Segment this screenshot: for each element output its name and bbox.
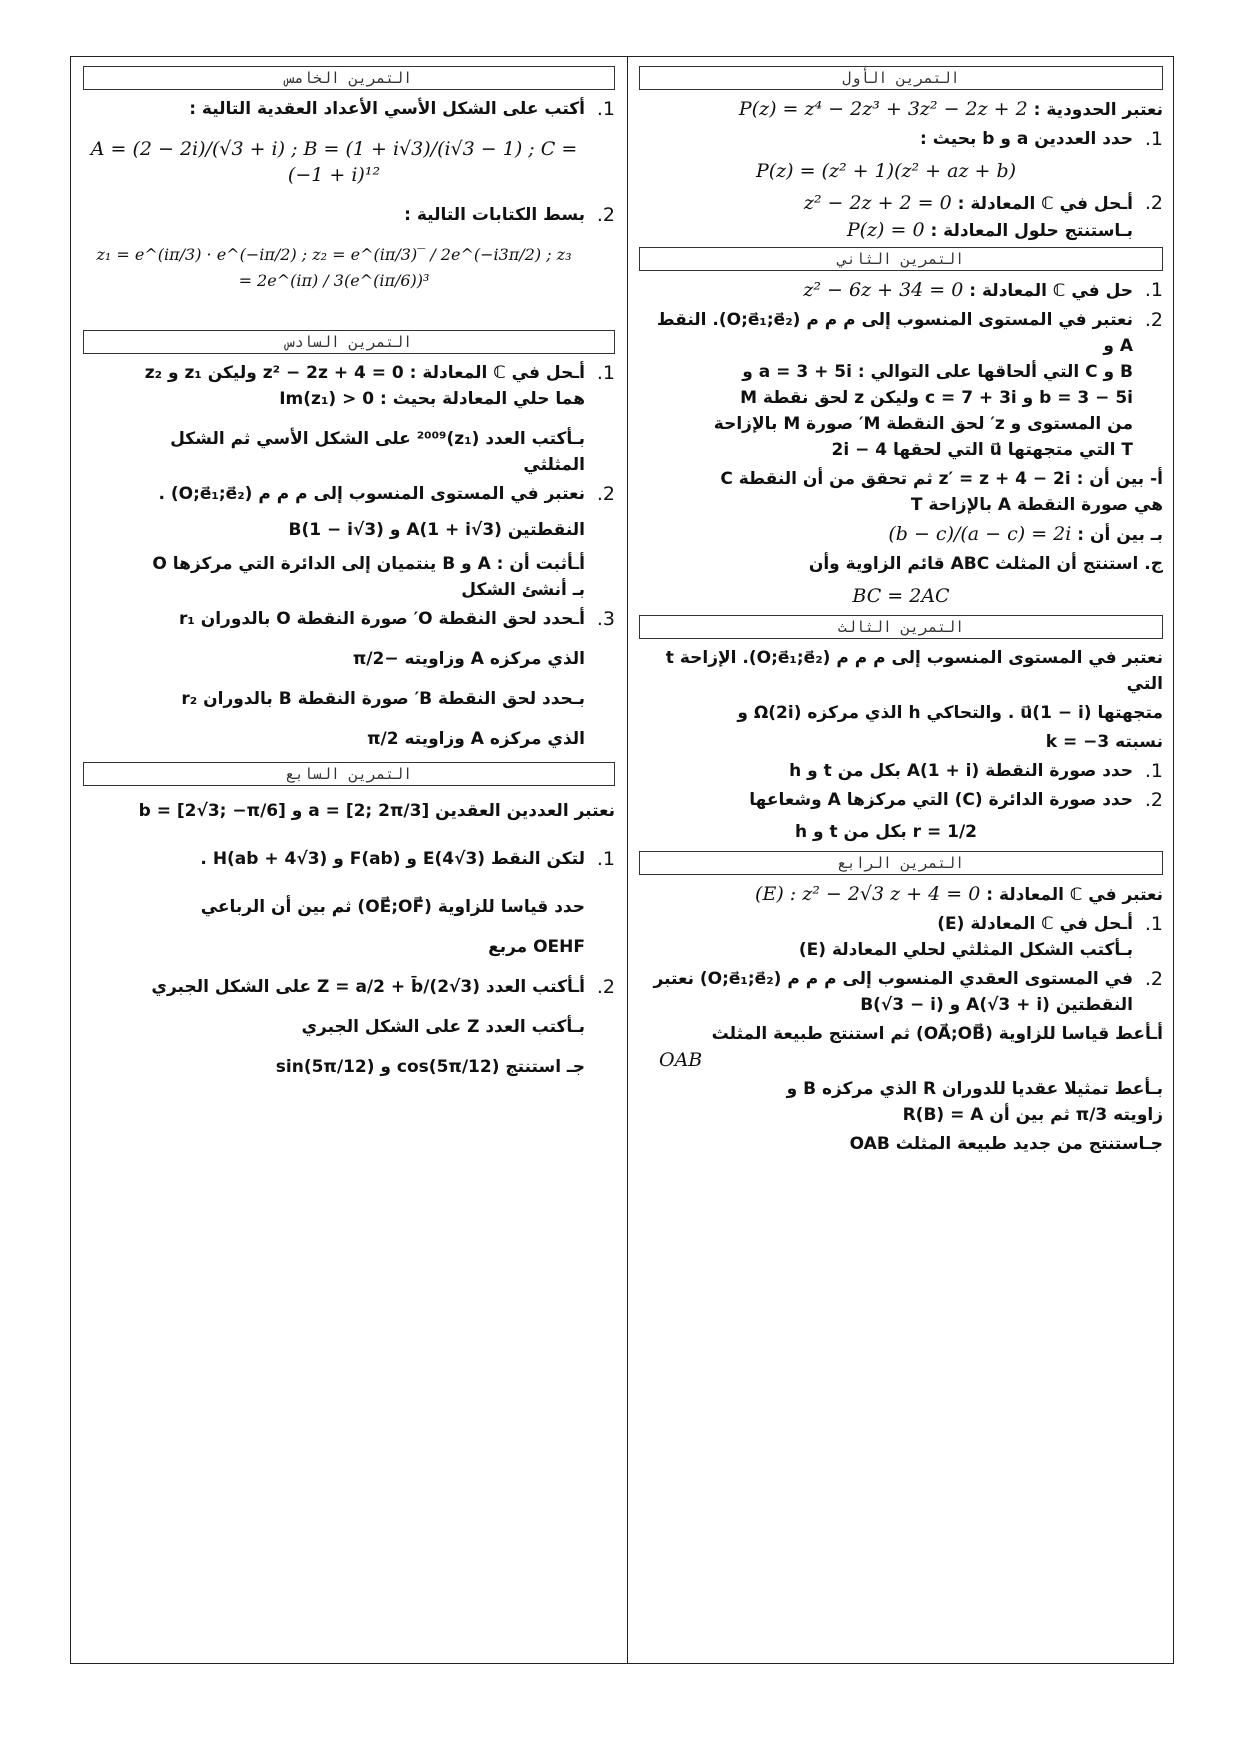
ex2-q2-line-5: T التي متجهتها u⃗ التي لحقها 4 − 2i	[831, 440, 1133, 460]
ex7-q2c: جـ استنتج cos(5π/12) و sin(5π/12)	[275, 1057, 585, 1077]
ex7-q2a: أـأكتب العدد Z = a/2 + b̄/(2√3) على الشكل الجبري	[151, 977, 585, 997]
ex6-question-2	[83, 481, 615, 603]
ex4-q2b-line-2: زاويته π/3 ثم بين أن R(B) = A	[902, 1105, 1163, 1125]
ex3-q2-text: حدد صورة الدائرة (C) التي مركزها A وشعاعها	[749, 790, 1133, 810]
ex1-q1-number: 1.	[1144, 128, 1163, 150]
ex2-q2-number: 2.	[1144, 309, 1163, 331]
ex4-intro	[639, 881, 1163, 908]
ex6-q1-line-2: هما حلي المعادلة بحيث : Im(z₁) > 0	[279, 389, 585, 409]
ex7-q1-number: 1.	[596, 848, 615, 870]
ex2-q1-number: 1.	[1144, 279, 1163, 301]
exercise-sheet	[70, 56, 1174, 1664]
ex6-q2b: بـ أنشئ الشكل	[461, 580, 585, 600]
ex1-question-2	[639, 190, 1163, 244]
ex6-question-3	[83, 606, 615, 752]
ex4-q2a-text: أـأعط قياسا للزاوية (OA⃗;OB⃗) ثم استنتج طبيعة المثلث	[711, 1024, 1163, 1044]
ex3-question-1	[639, 758, 1163, 784]
exercise-1	[633, 66, 1169, 244]
ex4-part-a	[639, 1021, 1163, 1073]
ex2-q2-line-4: من المستوى و z′ لحق النقطة M′ صورة M بالإزاحة	[713, 414, 1133, 434]
ex7-q1-line-1: لتكن النقط E(4√3) و F(ab) و H(ab + 4√3) .	[200, 849, 585, 869]
ex5-q1-text: أكتب على الشكل الأسي الأعداد العقدية التالية :	[189, 99, 585, 119]
ex6-question-1	[83, 360, 615, 478]
ex1-q1-text: حدد العددين a و b بحيث :	[920, 129, 1133, 149]
ex6-q2-line-1: نعتبر في المستوى المنسوب إلى م م م (O;e⃗₁;e⃗₂) .	[158, 484, 585, 504]
ex1-intro-math: P(z) = z⁴ − 2z³ + 3z² − 2z + 2	[738, 98, 1028, 120]
ex2-question-1	[639, 277, 1163, 304]
ex6-q2-line-2: النقطتين A(1 + i√3) و B(1 − i√3)	[288, 520, 585, 540]
ex6-q3b-line-1: بـحدد لحق النقطة B′ صورة النقطة B بالدوران r₂	[181, 689, 585, 709]
ex2-part-b	[639, 521, 1163, 548]
ex5-q2-math: z₁ = e^(iπ/3) · e^(−iπ/2) ; z₂ = e^(iπ/3)‾ / 2e^(−i3π/2) ; z₃ = 2e^(iπ) / 3(e^(iπ/6))³	[96, 245, 572, 290]
ex6-q3-number: 3.	[596, 608, 615, 630]
ex5-q2-number: 2.	[596, 204, 615, 226]
ex4-question-1	[639, 911, 1163, 963]
ex2-qb-text: بـ بين أن :	[1077, 525, 1163, 545]
ex1-q2b-math: P(z) = 0	[846, 219, 925, 241]
exercise-5	[77, 66, 621, 294]
ex3-line-3: نسبته k = −3	[1045, 732, 1163, 752]
ex5-q2-text: بسط الكتابات التالية :	[404, 205, 585, 225]
ex6-q1-line-3: بـأكتب العدد (z₁)²⁰⁰⁹ على الشكل الأسي ثم الشكل	[170, 429, 585, 449]
ex2-q2-line-2: B و C التي ألحاقها على التوالي : a = 3 + 5i و	[742, 362, 1133, 382]
ex7-intro: نعتبر العددين العقدين a = [2; 2π/3] و b = [2√3; −π/6]	[138, 801, 615, 821]
ex4-q2-number: 2.	[1144, 968, 1163, 990]
ex6-q3a-line-1: أـحدد لحق النقطة O′ صورة النقطة O بالدوران r₁	[178, 609, 585, 629]
ex2-q2-line-1: نعتبر في المستوى المنسوب إلى م م م (O;e⃗₁;e⃗₂). النقط A و	[656, 310, 1133, 356]
ex4-q1a: أـحل في ℂ المعادلة (E)	[937, 914, 1133, 934]
ex2-q1-math: z² − 6z + 34 = 0	[803, 279, 964, 301]
ex7-question-2	[83, 974, 615, 1080]
ex4-q1-number: 1.	[1144, 913, 1163, 935]
ex2-qb-math: (b − c)/(a − c) = 2i	[888, 523, 1072, 545]
exercise-1-title: التمرين الأول	[639, 66, 1163, 90]
ex6-q3b-line-2: الذي مركزه A وزاويته π/2	[367, 729, 585, 749]
ex4-q2a-math: OAB	[659, 1049, 703, 1071]
ex2-q2-line-3: b = 3 − 5i و c = 7 + 3i وليكن z لحق نقطة M	[740, 388, 1133, 408]
exercise-2	[633, 247, 1169, 609]
ex2-question-2	[639, 307, 1163, 463]
ex3-line-1: نعتبر في المستوى المنسوب إلى م م م (O;e⃗₁;e⃗₂). الإزاحة t التي	[665, 648, 1163, 694]
ex3-q1-text: حدد صورة النقطة A(1 + i) بكل من t و h	[789, 761, 1133, 781]
ex1-q2b-text: بـاستنتج حلول المعادلة :	[930, 221, 1133, 241]
ex2-qc-math: BC = 2AC	[852, 585, 950, 607]
exercise-5-title: التمرين الخامس	[83, 66, 615, 90]
exercise-3-title: التمرين الثالث	[639, 615, 1163, 639]
exercise-3	[633, 615, 1169, 845]
ex4-q2c: جـاستنتج من جديد طبيعة المثلث OAB	[849, 1134, 1163, 1154]
ex1-q1-math: P(z) = (z² + 1)(z² + az + b)	[755, 160, 1017, 182]
ex4-part-b	[639, 1076, 1163, 1128]
ex1-q2-text: أـحل في ℂ المعادلة :	[957, 194, 1133, 214]
ex5-q1-number: 1.	[596, 98, 615, 120]
ex1-q2-number: 2.	[1144, 192, 1163, 214]
ex1-q2-math: z² − 2z + 2 = 0	[803, 192, 952, 214]
exercise-6-title: التمرين السادس	[83, 330, 615, 354]
left-column	[77, 63, 621, 1083]
exercise-6	[77, 330, 621, 752]
exercise-7	[77, 762, 621, 1080]
ex6-q3a-line-2: الذي مركزه A وزاويته −π/2	[352, 649, 585, 669]
ex1-intro	[639, 96, 1163, 123]
ex6-q1-line-4: المثلثي	[523, 455, 585, 475]
exercise-4-title: التمرين الرابع	[639, 851, 1163, 875]
ex7-q1-line-2: حدد قياسا للزاوية (OE⃗;OF⃗) ثم بين أن الرباعي	[200, 897, 585, 917]
ex4-q1b: بـأكتب الشكل المثلثي لحلي المعادلة (E)	[798, 940, 1133, 960]
ex6-q1-line-1: أـحل في ℂ المعادلة : z² − 2z + 4 = 0 وليكن z₁ و z₂	[144, 363, 585, 383]
ex1-question-1	[639, 126, 1163, 184]
ex7-question-1	[83, 846, 615, 960]
ex1-q2b	[639, 217, 1133, 244]
ex5-q1-math: A = (2 − 2i)/(√3 + i) ; B = (1 + i√3)/(i√3 − 1) ; C = (−1 + i)¹²	[90, 138, 578, 186]
ex2-q1-text: حل في ℂ المعادلة :	[969, 281, 1133, 301]
ex3-q2-line-2: r = 1/2 بكل من t و h	[794, 822, 978, 842]
ex3-question-2	[639, 787, 1163, 845]
ex2-qc-text: ج. استنتج أن المثلث ABC قائم الزاوية وأن	[808, 554, 1163, 574]
ex3-q1-number: 1.	[1144, 760, 1163, 782]
ex4-q2-line-1: في المستوى العقدي المنسوب إلى م م م (O;e⃗₁;e⃗₂) نعتبر	[653, 969, 1133, 989]
ex4-question-2	[639, 966, 1163, 1018]
column-divider	[627, 57, 628, 1663]
ex3-line-2: متجهتها u⃗(1 − i) . والتحاكي h الذي مركزه Ω(2i) و	[737, 703, 1163, 723]
ex5-question-1	[83, 96, 615, 188]
ex6-q2a: أـأثبت أن : A و B ينتميان إلى الدائرة التي مركزها O	[152, 554, 585, 574]
ex4-intro-math: (E) : z² − 2√3 z + 4 = 0	[755, 883, 981, 905]
ex4-q2b-line-1: بـأعط تمثيلا عقديا للدوران R الذي مركزه B و	[786, 1079, 1163, 1099]
ex5-question-2	[83, 202, 615, 294]
ex1-intro-text: نعتبر الحدودية :	[1033, 100, 1163, 120]
ex7-q1-line-3: OEHF مربع	[488, 937, 585, 957]
ex7-q2b: بـأكتب العدد Z على الشكل الجبري	[301, 1017, 585, 1037]
ex7-q2-number: 2.	[596, 976, 615, 998]
ex6-q1-number: 1.	[596, 362, 615, 384]
ex2-part-a	[639, 466, 1163, 518]
ex3-q2-number: 2.	[1144, 789, 1163, 811]
ex4-intro-text: نعتبر في ℂ المعادلة :	[986, 885, 1163, 905]
ex2-part-c	[639, 551, 1163, 609]
ex4-q2-line-2: النقطتين A(√3 + i) و B(√3 − i)	[860, 995, 1133, 1015]
right-column	[633, 63, 1169, 1160]
ex2-qa-line-1: أ- بين أن : z′ = z + 4 − 2i ثم تحقق من أن النقطة C	[720, 469, 1163, 489]
ex2-qa-line-2: هي صورة النقطة A بالإزاحة T	[910, 495, 1163, 515]
exercise-7-title: التمرين السابع	[83, 762, 615, 786]
exercise-4	[633, 851, 1169, 1157]
exercise-2-title: التمرين الثاني	[639, 247, 1163, 271]
ex6-q2-number: 2.	[596, 483, 615, 505]
